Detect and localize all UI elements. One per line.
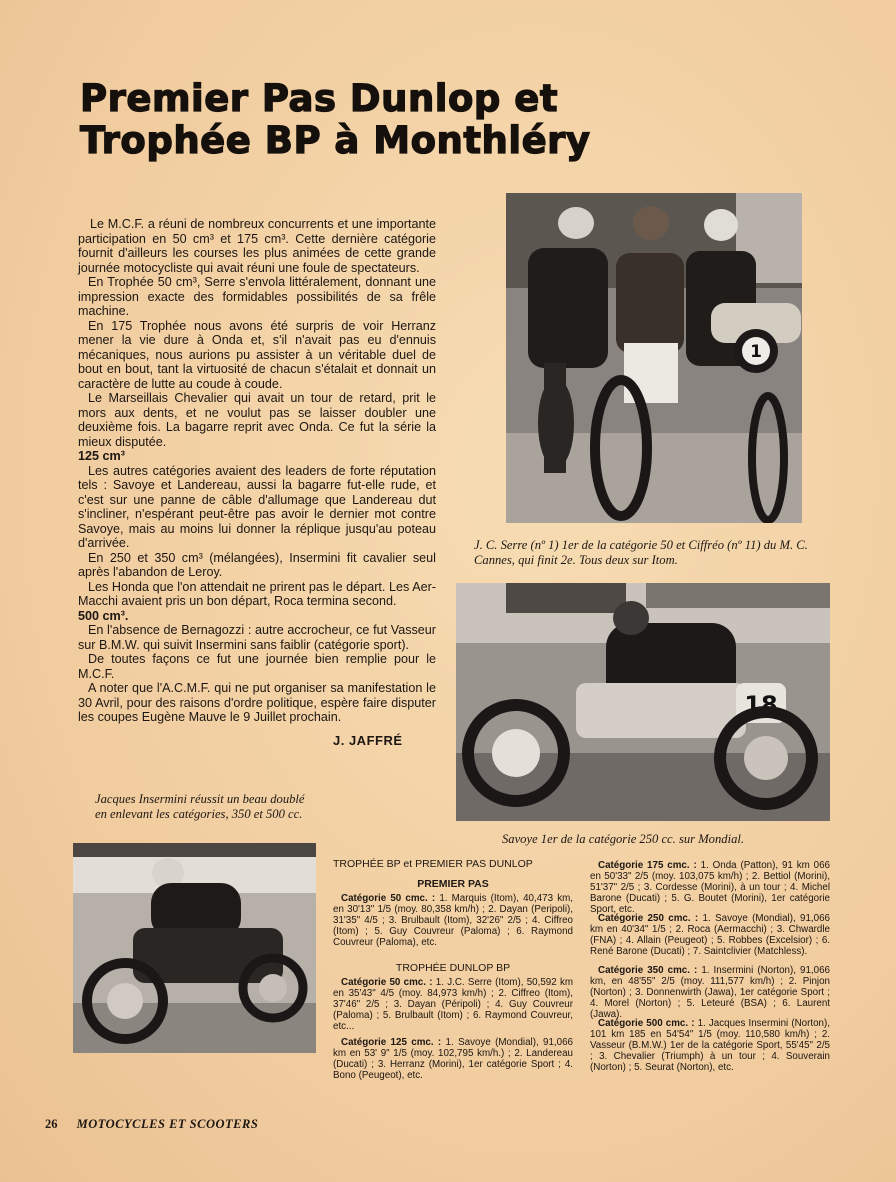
results-t-50-text: 1. J.C. Serre (Itom), 50,592 km en 35'43" 4/5 (moy. 84,973 km/h) ; 2. Ciffreo (Itom), 37'46" 2/5 ; 3. Dayan (Péripoli) ; 4. Guy Couvreur (Paloma) ; 5. Brulbault (Itom) ; 6. Raymond Couvreur, etc... bbox=[333, 977, 574, 1033]
results-trophee-heading: TROPHÉE DUNLOP BP bbox=[395, 962, 511, 974]
caption-photo-3: Jacques Insermini réussit un beau doublé en enlevant les catégories, 350 et 500 cc. bbox=[95, 792, 305, 821]
paragraph-1: Le M.C.F. a réuni de nombreux concurrents et une importante participation en 50 cm³ et 175 cm³. Cette dernière catégorie fournit d'ailleurs les courses les plus animées de cette grande journée motocycliste qui avait réuni une foule de spectateurs. bbox=[78, 217, 436, 275]
results-t-175-text: 1. Onda (Patton), 91 km 066 en 50'33" 2/5 (moy. 103,075 km/h) ; 2. Bettiol (Morini), 51'37" 2/5 ; 3. Cordesse (Morini), à un tour ; 4. Michel Barone (Ducati) ; 5. G. Boutet (Morini), 1er catégorie Sport, etc. bbox=[590, 860, 830, 916]
results-t-350 bbox=[590, 965, 830, 1020]
photo-serre-ciffreo bbox=[506, 193, 802, 523]
byline: J. JAFFRÉ bbox=[333, 733, 403, 748]
results-t-125-text: 1. Savoye (Mondial), 91,066 km en 53' 9" 1/5 (moy. 102,795 km/h.) ; 2. Landereau (Ducati) ; 3. Herranz (Morini), 1er catégorie Sport ; 4. Bono (Peugeot), etc. bbox=[333, 1037, 573, 1082]
results-heading: TROPHÉE BP et PREMIER PAS DUNLOP bbox=[333, 858, 533, 870]
results-t-250-text: 1. Savoye (Mondial), 91,066 km en 40'34" 1/5 ; 2. Roca (Aermacchi) ; 3. Chwardle (FNA) ; 4. Allain (Peugeot) ; 5. Robbes (Excelsior) ; 6. René Barone (Ducati) ; 7. Saintclivier (Matchless). bbox=[590, 913, 830, 958]
results-premier-pas-heading: PREMIER PAS bbox=[417, 878, 489, 890]
photo-insermini bbox=[73, 843, 316, 1053]
paragraph-3: En 175 Trophée nous avons été surpris de voir Herranz mener la vie dure à Onda et, s'il n'avait pas eu d'ennuis mécaniques, nous aurions pu assister à un véritable duel de bout en bout, tant la virtuosité de chacun s'étalait et donnait un caractère de lutte au coude à coude. bbox=[78, 318, 436, 391]
results-pp-50-text: 1. Marquis (Itom), 40,473 km, en 30'13" 1/5 (moy. 80,358 km/h) ; 2. Dayan (Peripoli), 31'35" 4/5 ; 3. Brulbault (Itom), 32'26" 2/5 ; 4. Ciffreo (Itom) ; 5. Guy Couvreur (Paloma) ; 6. Raymond Couvreur (Paloma), etc. bbox=[333, 893, 574, 949]
article-body bbox=[78, 217, 436, 725]
photo-savoye-mondial bbox=[456, 583, 830, 821]
results-t-350-text: 1. Insermini (Norton), 91,066 km, en 48'55" 2/5 (moy. 111,577 km/h) ; 2. Pinjon (Norton) ; 3. Donnenwirth (Jawa), 1er catégorie Sport ; 4. Morel (Norton) ; 5. Leteuré (BSA) ; 6. Laurent (Jawa). bbox=[590, 965, 831, 1021]
results-t-175-label: Catégorie 175 cmc. : bbox=[598, 860, 697, 871]
results-t-250 bbox=[590, 913, 830, 957]
title-line-1: Premier Pas Dunlop et bbox=[80, 77, 559, 120]
results-pp-50 bbox=[333, 893, 573, 948]
paragraph-10: A noter que l'A.C.M.F. qui ne put organiser sa manifestation le 30 Avril, pour des raisons d'ordre politique, espère faire disputer les coupes Eugène Mauve le 9 Juillet prochain. bbox=[78, 681, 436, 724]
plate-number-18: 18 bbox=[744, 691, 778, 719]
results-t-500-label: Catégorie 500 cmc. : bbox=[598, 1018, 695, 1029]
caption-photo-2: Savoye 1er de la catégorie 250 cc. sur Mondial. bbox=[502, 832, 745, 846]
title-line-2: Trophée BP à Monthléry bbox=[80, 119, 591, 162]
results-t-175 bbox=[590, 860, 830, 915]
paragraph-9: De toutes façons ce fut une journée bien remplie pour le M.C.F. bbox=[78, 652, 436, 681]
paragraph-2: En Trophée 50 cm³, Serre s'envola littéralement, donnant une impression exacte des formidables possibilités de sa frêle machine. bbox=[78, 275, 436, 318]
results-t-50 bbox=[333, 977, 573, 1032]
paragraph-8: En l'absence de Bernagozzi : autre accrocheur, ce fut Vasseur sur B.M.W. qui suivit Insermini sans faiblir (catégorie sport). bbox=[78, 623, 436, 652]
results-t-250-label: Catégorie 250 cmc. : bbox=[598, 913, 699, 924]
results-t-125-label: Catégorie 125 cmc. : bbox=[341, 1037, 442, 1048]
results-pp-50-label: Catégorie 50 cmc. : bbox=[341, 893, 436, 904]
article-title bbox=[80, 78, 780, 162]
page-number: 26 bbox=[45, 1117, 58, 1131]
paragraph-5: Les autres catégories avaient des leaders de forte réputation tels : Savoye et Landereau, aussi la bagarre fut-elle rude, et c'est sur une panne de câble d'allumage que Landereau dut s'incliner, n'espérant peut-être pas avoir le dernier mot contre Savoye, mais au moins lui donner la réplique jusqu'au poteau d'arrivée. bbox=[78, 463, 436, 550]
paragraph-7: Les Honda que l'on attendait ne prirent pas le départ. Les Aer-Macchi avaient pris un bon départ, Roca termina second. bbox=[78, 579, 436, 608]
results-t-500-text: 1. Jacques Insermini (Norton), 101 km 185 en 54'54" 1/5 (moy. 110,580 km/h) ; 2. Vasseur (B.M.W.) 1er de la catégorie Sport, 55'45" 2/5 ; 3. Chevalier (Triumph) à un tour ; 4. Souverain (Norton) ; 5. Seurat (Norton), etc. bbox=[590, 1018, 830, 1074]
results-t-500 bbox=[590, 1018, 830, 1073]
results-t-350-label: Catégorie 350 cmc. : bbox=[598, 965, 698, 976]
results-t-125 bbox=[333, 1037, 573, 1081]
magazine-name: MOTOCYCLES ET SCOOTERS bbox=[76, 1117, 259, 1131]
results-t-50-label: Catégorie 50 cmc. : bbox=[341, 977, 433, 988]
page-footer bbox=[45, 1117, 258, 1132]
paragraph-4: Le Marseillais Chevalier qui avait un tour de retard, prit le mors aux dents, et ne voulut pas se laisser doubler une deuxième fois. La bagarre reprit avec Onda. Ce fut la série la mieux disputée. bbox=[78, 391, 436, 449]
subheading-125: 125 cm³ bbox=[78, 449, 125, 463]
subheading-500: 500 cm³. bbox=[78, 608, 129, 623]
paragraph-6: En 250 et 350 cm³ (mélangées), Insermini fit cavalier seul après l'abandon de Leroy. bbox=[78, 550, 436, 579]
caption-photo-1: J. C. Serre (nº 1) 1er de la catégorie 50 et Ciffréo (nº 11) du M. C. Cannes, qui finit 2e. Tous deux sur Itom. bbox=[474, 538, 808, 567]
plate-number-1: 1 bbox=[750, 342, 762, 362]
